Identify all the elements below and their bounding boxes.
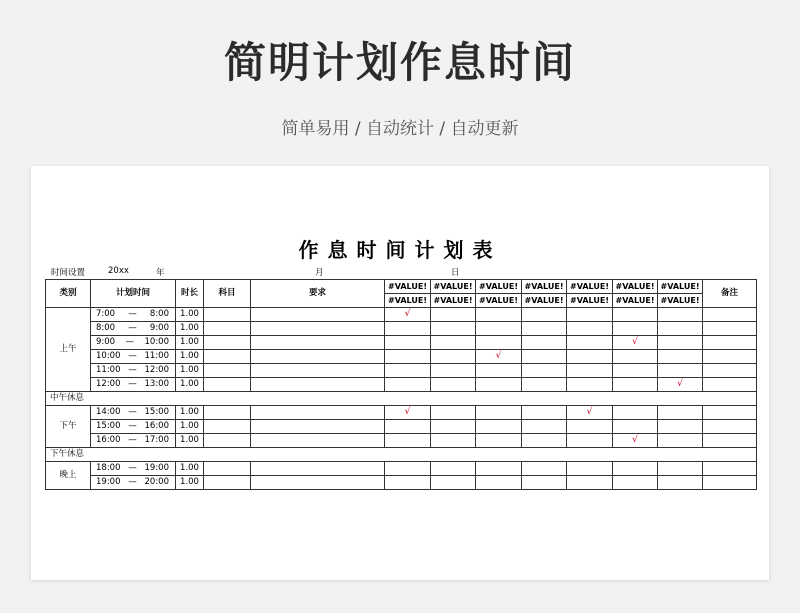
time-dash: — xyxy=(128,477,137,487)
requirement-cell[interactable] xyxy=(251,308,385,322)
time-range xyxy=(91,322,175,335)
sheet-card xyxy=(31,166,769,580)
day-header: #VALUE! xyxy=(567,280,613,294)
day-check-cell[interactable] xyxy=(567,322,613,336)
plan-time-cell[interactable] xyxy=(91,350,176,364)
end-time: 8:00 xyxy=(149,309,169,319)
plan-time-cell[interactable] xyxy=(91,336,176,350)
day-header: #VALUE! xyxy=(658,280,703,294)
requirement-cell[interactable] xyxy=(251,420,385,434)
day-header: #VALUE! xyxy=(522,280,567,294)
col-duration: 时长 xyxy=(176,280,204,308)
start-time: 19:00 xyxy=(96,477,121,487)
day-check-cell[interactable] xyxy=(522,322,567,336)
check-mark: √ xyxy=(632,435,638,445)
subject-cell[interactable] xyxy=(204,378,251,392)
day-check-cell[interactable] xyxy=(476,462,522,476)
plan-time-cell[interactable] xyxy=(91,378,176,392)
table-row xyxy=(46,378,757,392)
col-category: 类别 xyxy=(46,280,91,308)
end-time: 16:00 xyxy=(144,421,169,431)
requirement-cell[interactable] xyxy=(251,350,385,364)
start-time: 18:00 xyxy=(96,463,121,473)
table-row xyxy=(46,476,757,490)
table-row xyxy=(46,336,757,350)
time-dash: — xyxy=(128,407,137,417)
duration-cell[interactable]: 1.00 xyxy=(176,336,204,350)
day-check-cell[interactable] xyxy=(385,350,431,364)
day-check-cell[interactable] xyxy=(567,336,613,350)
day-header: #VALUE! xyxy=(567,294,613,308)
day-label: 日 xyxy=(451,268,460,278)
duration-cell[interactable]: 1.00 xyxy=(176,308,204,322)
time-dash: — xyxy=(128,379,137,389)
day-header: #VALUE! xyxy=(522,294,567,308)
day-check-cell[interactable] xyxy=(431,406,476,420)
duration-cell[interactable]: 1.00 xyxy=(176,406,204,420)
check-mark: √ xyxy=(404,407,411,417)
col-plan-time: 计划时间 xyxy=(91,280,176,308)
requirement-cell[interactable] xyxy=(251,378,385,392)
day-check-cell[interactable] xyxy=(658,336,703,350)
day-check-cell[interactable] xyxy=(431,350,476,364)
duration-cell[interactable]: 1.00 xyxy=(176,420,204,434)
notes-cell[interactable] xyxy=(703,350,757,364)
year-value[interactable]: 20xx xyxy=(108,266,129,276)
start-time: 8:00 xyxy=(96,323,116,333)
day-check-cell[interactable] xyxy=(567,462,613,476)
subject-cell[interactable] xyxy=(204,350,251,364)
day-check-cell[interactable] xyxy=(476,336,522,350)
day-check-cell[interactable] xyxy=(658,322,703,336)
day-check-cell[interactable] xyxy=(522,476,567,490)
table-row xyxy=(46,364,757,378)
day-check-cell[interactable] xyxy=(476,476,522,490)
page-title: 简明计划作息时间 xyxy=(223,38,576,87)
day-check-cell[interactable] xyxy=(522,406,567,420)
day-check-cell[interactable] xyxy=(658,378,703,392)
end-time: 13:00 xyxy=(144,379,169,389)
check-mark: √ xyxy=(586,407,593,417)
subject-cell[interactable] xyxy=(204,420,251,434)
day-check-cell[interactable] xyxy=(658,434,703,448)
time-range xyxy=(91,350,175,363)
end-time: 15:00 xyxy=(144,407,169,417)
table-row xyxy=(46,350,757,364)
day-check-cell[interactable] xyxy=(567,378,613,392)
notes-cell[interactable] xyxy=(703,322,757,336)
day-check-cell[interactable] xyxy=(613,336,658,350)
subject-cell[interactable] xyxy=(204,336,251,350)
requirement-cell[interactable] xyxy=(251,406,385,420)
time-range xyxy=(91,336,175,349)
time-range xyxy=(91,462,175,475)
day-check-cell[interactable] xyxy=(567,350,613,364)
time-dash: — xyxy=(128,463,137,473)
plan-time-cell[interactable] xyxy=(91,476,176,490)
time-settings-row xyxy=(31,266,769,278)
day-check-cell[interactable] xyxy=(431,336,476,350)
end-time: 10:00 xyxy=(144,337,169,347)
day-check-cell[interactable] xyxy=(385,476,431,490)
start-time: 12:00 xyxy=(96,379,121,389)
day-check-cell[interactable] xyxy=(522,378,567,392)
day-check-cell[interactable] xyxy=(613,462,658,476)
day-check-cell[interactable] xyxy=(658,406,703,420)
day-check-cell[interactable] xyxy=(658,420,703,434)
day-check-cell[interactable] xyxy=(613,378,658,392)
plan-time-cell[interactable] xyxy=(91,462,176,476)
group-label: 上午 xyxy=(46,308,91,392)
day-check-cell[interactable] xyxy=(522,364,567,378)
day-header: #VALUE! xyxy=(613,294,658,308)
requirement-cell[interactable] xyxy=(251,322,385,336)
table-row xyxy=(46,308,757,322)
page-subtitle: 简单易用 / 自动统计 / 自动更新 xyxy=(281,119,519,139)
day-check-cell[interactable] xyxy=(658,476,703,490)
subject-cell[interactable] xyxy=(204,364,251,378)
day-check-cell[interactable] xyxy=(613,476,658,490)
day-check-cell[interactable] xyxy=(613,308,658,322)
check-mark: √ xyxy=(495,351,502,361)
day-check-cell[interactable] xyxy=(658,308,703,322)
day-check-cell[interactable] xyxy=(385,378,431,392)
break-label: 中午休息 xyxy=(46,392,757,406)
table-row xyxy=(46,420,757,434)
day-check-cell[interactable] xyxy=(658,462,703,476)
subject-cell[interactable] xyxy=(204,308,251,322)
duration-cell[interactable]: 1.00 xyxy=(176,434,204,448)
day-check-cell[interactable] xyxy=(613,406,658,420)
group-label: 下午 xyxy=(46,406,91,448)
table-row xyxy=(46,322,757,336)
plan-time-cell[interactable] xyxy=(91,420,176,434)
year-label: 年 xyxy=(156,268,165,278)
day-check-cell[interactable] xyxy=(431,308,476,322)
day-header: #VALUE! xyxy=(431,280,476,294)
day-check-cell[interactable] xyxy=(522,420,567,434)
time-dash: — xyxy=(128,421,137,431)
start-time: 16:00 xyxy=(96,435,121,445)
notes-cell[interactable] xyxy=(703,420,757,434)
plan-time-cell[interactable] xyxy=(91,406,176,420)
subject-cell[interactable] xyxy=(204,476,251,490)
day-check-cell[interactable] xyxy=(476,420,522,434)
day-check-cell[interactable] xyxy=(522,434,567,448)
time-range xyxy=(91,420,175,433)
day-header: #VALUE! xyxy=(476,280,522,294)
day-check-cell[interactable] xyxy=(385,406,431,420)
time-range xyxy=(91,308,175,321)
plan-time-cell[interactable] xyxy=(91,308,176,322)
time-range xyxy=(91,364,175,377)
notes-cell[interactable] xyxy=(703,462,757,476)
day-check-cell[interactable] xyxy=(476,364,522,378)
notes-cell[interactable] xyxy=(703,476,757,490)
end-time: 11:00 xyxy=(144,351,169,361)
start-time: 14:00 xyxy=(96,407,121,417)
break-row xyxy=(46,392,757,406)
month-label: 月 xyxy=(315,268,324,278)
day-check-cell[interactable] xyxy=(613,434,658,448)
duration-cell[interactable]: 1.00 xyxy=(176,462,204,476)
start-time: 11:00 xyxy=(96,365,121,375)
duration-cell[interactable]: 1.00 xyxy=(176,364,204,378)
day-header: #VALUE! xyxy=(658,294,703,308)
duration-cell[interactable]: 1.00 xyxy=(176,322,204,336)
time-range xyxy=(91,476,175,489)
day-check-cell[interactable] xyxy=(385,420,431,434)
col-requirement: 要求 xyxy=(251,280,385,308)
break-label: 下午休息 xyxy=(46,448,757,462)
day-check-cell[interactable] xyxy=(567,308,613,322)
duration-cell[interactable]: 1.00 xyxy=(176,378,204,392)
day-check-cell[interactable] xyxy=(476,308,522,322)
day-header: #VALUE! xyxy=(613,280,658,294)
day-check-cell[interactable] xyxy=(567,476,613,490)
day-check-cell[interactable] xyxy=(522,308,567,322)
day-header: #VALUE! xyxy=(385,280,431,294)
day-check-cell[interactable] xyxy=(567,364,613,378)
requirement-cell[interactable] xyxy=(251,336,385,350)
group-label: 晚上 xyxy=(46,462,91,490)
requirement-cell[interactable] xyxy=(251,364,385,378)
day-check-cell[interactable] xyxy=(567,406,613,420)
time-dash: — xyxy=(125,337,135,347)
day-check-cell[interactable] xyxy=(613,364,658,378)
end-time: 17:00 xyxy=(144,435,169,445)
table-row xyxy=(46,462,757,476)
day-check-cell[interactable] xyxy=(613,322,658,336)
day-header: #VALUE! xyxy=(431,294,476,308)
end-time: 12:00 xyxy=(144,365,169,375)
day-check-cell[interactable] xyxy=(476,406,522,420)
subject-cell[interactable] xyxy=(204,462,251,476)
header-row-1 xyxy=(46,280,757,294)
day-check-cell[interactable] xyxy=(385,364,431,378)
time-dash: — xyxy=(128,351,137,361)
check-mark: √ xyxy=(677,379,683,389)
notes-cell[interactable] xyxy=(703,434,757,448)
day-check-cell[interactable] xyxy=(431,378,476,392)
start-time: 7:00 xyxy=(96,309,116,319)
notes-cell[interactable] xyxy=(703,336,757,350)
day-check-cell[interactable] xyxy=(431,420,476,434)
day-check-cell[interactable] xyxy=(431,322,476,336)
check-mark: √ xyxy=(404,309,411,319)
day-check-cell[interactable] xyxy=(431,364,476,378)
subject-cell[interactable] xyxy=(204,406,251,420)
table-row xyxy=(46,406,757,420)
duration-cell[interactable]: 1.00 xyxy=(176,350,204,364)
end-time: 19:00 xyxy=(144,463,169,473)
day-check-cell[interactable] xyxy=(613,420,658,434)
day-check-cell[interactable] xyxy=(431,434,476,448)
end-time: 20:00 xyxy=(144,477,169,487)
day-check-cell[interactable] xyxy=(476,322,522,336)
time-dash: — xyxy=(128,435,137,445)
break-row xyxy=(46,448,757,462)
requirement-cell[interactable] xyxy=(251,434,385,448)
notes-cell[interactable] xyxy=(703,378,757,392)
table-row xyxy=(46,434,757,448)
day-check-cell[interactable] xyxy=(567,434,613,448)
day-check-cell[interactable] xyxy=(385,434,431,448)
notes-cell[interactable] xyxy=(703,406,757,420)
plan-time-cell[interactable] xyxy=(91,364,176,378)
day-check-cell[interactable] xyxy=(567,420,613,434)
day-check-cell[interactable] xyxy=(476,434,522,448)
day-check-cell[interactable] xyxy=(522,336,567,350)
schedule-table xyxy=(45,279,757,490)
subject-cell[interactable] xyxy=(204,322,251,336)
day-check-cell[interactable] xyxy=(385,322,431,336)
start-time: 9:00 xyxy=(96,337,116,347)
day-check-cell[interactable] xyxy=(385,336,431,350)
day-header: #VALUE! xyxy=(476,294,522,308)
duration-cell[interactable]: 1.00 xyxy=(176,476,204,490)
day-check-cell[interactable] xyxy=(385,462,431,476)
day-check-cell[interactable] xyxy=(431,476,476,490)
end-time: 9:00 xyxy=(149,323,169,333)
requirement-cell[interactable] xyxy=(251,476,385,490)
requirement-cell[interactable] xyxy=(251,462,385,476)
day-check-cell[interactable] xyxy=(522,350,567,364)
time-dash: — xyxy=(128,323,137,333)
start-time: 10:00 xyxy=(96,351,121,361)
plan-time-cell[interactable] xyxy=(91,434,176,448)
start-time: 15:00 xyxy=(96,421,121,431)
col-notes: 备注 xyxy=(703,280,757,308)
day-check-cell[interactable] xyxy=(476,378,522,392)
time-range xyxy=(91,434,175,447)
time-dash: — xyxy=(128,309,137,319)
sheet-title: 作息时间计划表 xyxy=(298,238,502,262)
time-range xyxy=(91,378,175,391)
day-check-cell[interactable] xyxy=(658,364,703,378)
check-mark: √ xyxy=(632,337,638,347)
plan-time-cell[interactable] xyxy=(91,322,176,336)
time-range xyxy=(91,406,175,419)
notes-cell[interactable] xyxy=(703,308,757,322)
day-check-cell[interactable] xyxy=(522,462,567,476)
subject-cell[interactable] xyxy=(204,434,251,448)
day-check-cell[interactable] xyxy=(431,462,476,476)
day-header: #VALUE! xyxy=(385,294,431,308)
col-subject: 科目 xyxy=(204,280,251,308)
day-check-cell[interactable] xyxy=(476,350,522,364)
time-dash: — xyxy=(128,365,137,375)
day-check-cell[interactable] xyxy=(658,350,703,364)
day-check-cell[interactable] xyxy=(613,350,658,364)
notes-cell[interactable] xyxy=(703,364,757,378)
time-settings-label: 时间设置 xyxy=(51,268,86,278)
day-check-cell[interactable] xyxy=(385,308,431,322)
